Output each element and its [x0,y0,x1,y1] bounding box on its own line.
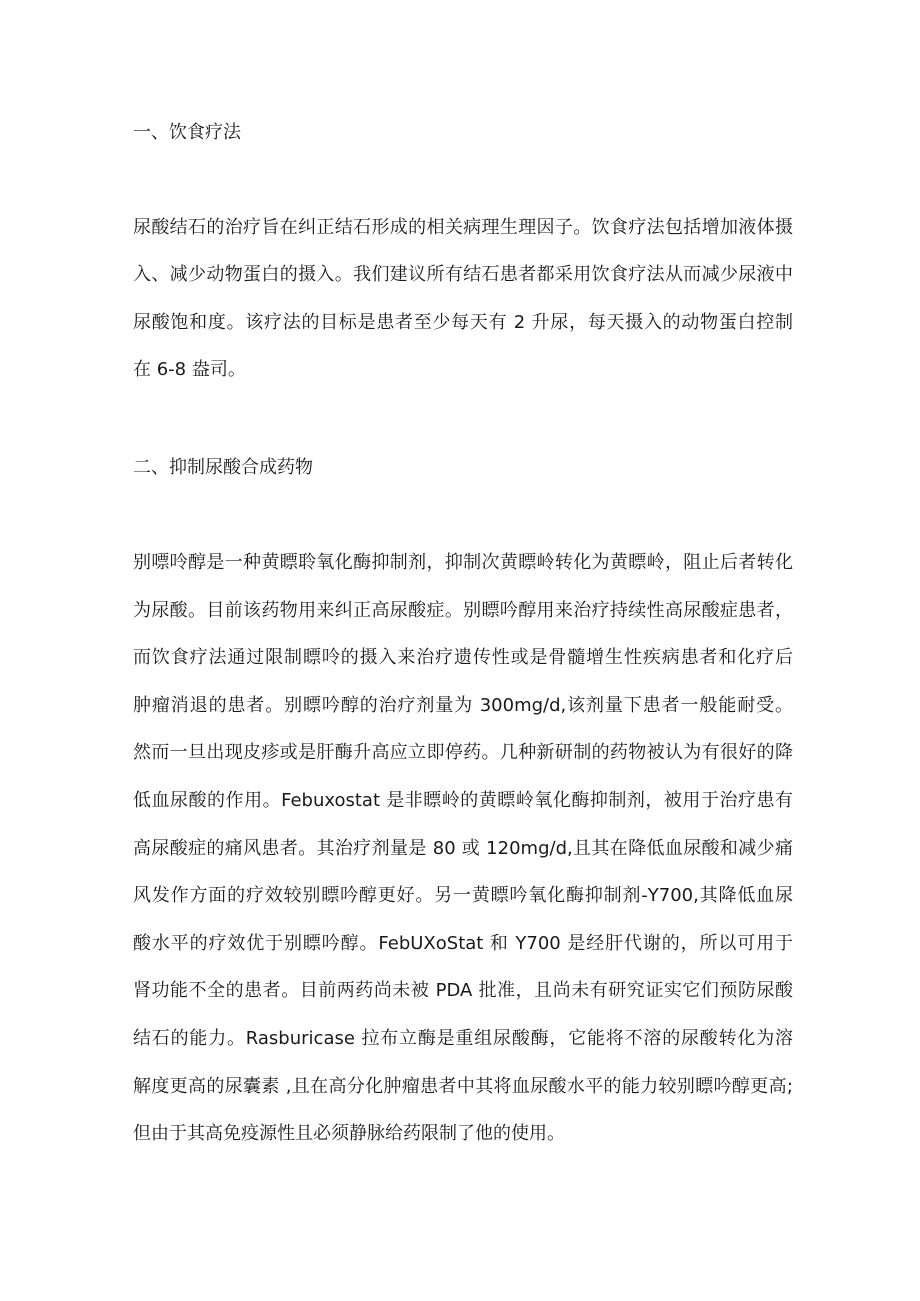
paragraph-line: 别嘌呤醇是一种黄瞟聆氧化酶抑制剂，抑制次黄瞟岭转化为黄瞟岭，阻止后者转化 [133,552,793,573]
paragraph-line: 然而一旦出现皮疹或是肝酶升高应立即停药。几种新研制的药物被认为有很好的降 [133,742,793,764]
paragraph-line: 但由于其高免疫源性且必须静脉给药限制了他的使用。 [133,1123,565,1145]
paragraph-uric-acid-inhibitors [133,550,793,1169]
paragraph-line: 风发作方面的疗效较别瞟吟醇更好。另一黄瞟吟氧化酶抑制剂-Y700,其降低血尿 [133,885,793,907]
paragraph-line: 肾功能不全的患者。目前两药尚未被 PDA 批准，且尚未有研究证实它们预防尿酸 [133,980,793,1002]
paragraph-diet-therapy [133,215,793,404]
paragraph-line: 尿酸饱和度。该疗法的目标是患者至少每天有 2 升尿，每天摄入的动物蛋白控制 [133,311,793,333]
paragraph-line: 酸水平的疗效优于别瞟吟醇。FebUXoStat 和 Y700 是经肝代谢的，所以可用于 [133,932,793,954]
paragraph-line: 结石的能力。Rasburicase 拉布立酶是重组尿酸酶，它能将不溶的尿酸转化为溶 [133,1027,793,1049]
paragraph-line: 在 6-8 盎司。 [133,358,246,380]
paragraph-line: 高尿酸症的痛风患者。其治疗剂量是 80 或 120mg∕d,且其在降低血尿酸和减少痛 [133,837,793,859]
paragraph-line: 肿瘤消退的患者。别瞟吟醇的治疗剂量为 300mg∕d,该剂量下患者一般能耐受。 [133,694,793,716]
paragraph-line: 为尿酸。目前该药物用来纠正高尿酸症。别瞟吟醇用来治疗持续性高尿酸症患者， [133,599,793,621]
paragraph-line: 低血尿酸的作用。Febuxostat 是非瞟岭的黄瞟岭氧化酶抑制剂，被用于治疗患有 [133,789,793,811]
section-heading-diet-therapy: 一、饮食疗法 [133,122,241,143]
paragraph-line: 而饮食疗法通过限制瞟呤的摄入来治疗遗传性或是骨髓增生性疾病患者和化疗后 [133,647,793,669]
paragraph-line: 解度更高的尿囊素 ,且在高分化肿瘤患者中其将血尿酸水平的能力较别瞟吟醇更高; [133,1075,793,1097]
paragraph-line: 尿酸结石的治疗旨在纠正结石形成的相关病理生理因子。饮食疗法包括增加液体摄 [133,217,793,238]
section-heading-uric-acid-inhibitors: 二、抑制尿酸合成药物 [133,457,313,478]
paragraph-line: 入、减少动物蛋白的摄入。我们建议所有结石患者都采用饮食疗法从而减少尿液中 [133,264,793,286]
